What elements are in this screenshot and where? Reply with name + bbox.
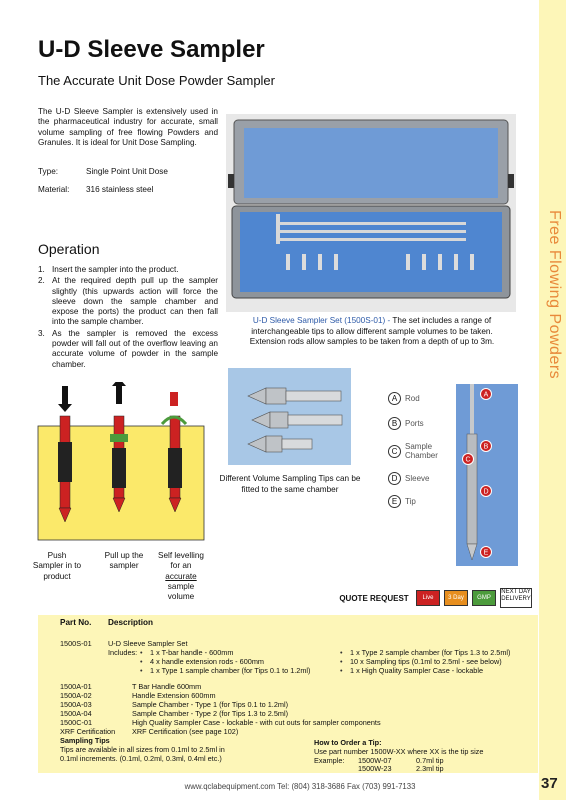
include-item: • 1 x T-bar handle - 600mm xyxy=(150,649,233,658)
col-header-part: Part No. xyxy=(60,618,92,627)
includes-label: Includes: xyxy=(108,648,138,657)
row-desc: High Quality Sampler Case - lockable - with cut outs for sampler components xyxy=(132,718,381,727)
legend-item: C Sample Chamber xyxy=(388,442,488,460)
tips-text: 0.1ml increments. (0.1ml, 0.2ml, 0.3ml, 0.4ml etc.) xyxy=(60,754,222,763)
operation-heading: Operation xyxy=(38,241,100,257)
include-item: • 10 x Sampling tips (0.1ml to 2.5ml - see below) xyxy=(350,658,502,667)
quote-request-button[interactable]: QUOTE REQUEST xyxy=(339,594,409,603)
row-part: 1500A-04 xyxy=(60,709,92,718)
product-table xyxy=(38,615,538,773)
three-day-badge: 3 Day xyxy=(444,590,468,606)
rod-marker: D xyxy=(483,488,489,496)
include-item: • 4 x handle extension rods - 600mm xyxy=(150,658,264,667)
pull-caption: Pull up the sampler xyxy=(104,551,144,571)
row-desc: T Bar Handle 600mm xyxy=(132,682,202,691)
page-title: U-D Sleeve Sampler xyxy=(38,36,265,63)
sampler-rod-image xyxy=(456,384,518,566)
live-chat-badge[interactable]: Live Chat xyxy=(416,590,440,606)
push-arrow-icon xyxy=(62,386,68,404)
operation-steps xyxy=(38,265,218,371)
push-caption: Push Sampler in to product xyxy=(32,551,82,581)
row-part: XRF Certification xyxy=(60,727,116,736)
set-desc: U-D Sleeve Sampler Set xyxy=(108,639,188,648)
operation-diagram xyxy=(30,382,210,548)
self-level-caption: Self levelling for an accurate sample volume xyxy=(158,551,204,602)
next-day-badge: NEXT DAY DELIVERY xyxy=(500,588,532,608)
spec-value: 316 stainless steel xyxy=(86,185,154,194)
spec-type xyxy=(38,167,168,176)
row-desc: Handle Extension 600mm xyxy=(132,691,216,700)
intro-paragraph: The U-D Sleeve Sampler is extensively used in the pharmaceutical industry for accurate, small volume sampling of free flowing Powders and Granules. It is ideal for Unit Dose Sampling. xyxy=(38,107,218,147)
example-code: 1500W-23 xyxy=(358,764,392,773)
spec-value: Single Point Unit Dose xyxy=(86,167,168,176)
spec-label: Type: xyxy=(38,167,59,176)
step-item: 1. Insert the sampler into the product. xyxy=(38,265,179,274)
tips-caption: Different Volume Sampling Tips can be fitted to the same chamber xyxy=(219,474,361,494)
legend-item: A Rod xyxy=(388,392,488,405)
rod-marker: B xyxy=(483,443,489,451)
example-label: Example: xyxy=(314,756,345,765)
row-desc: XRF Certification (see page 102) xyxy=(132,727,239,736)
include-item: • 1 x Type 2 sample chamber (for Tips 1.3 to 2.5ml) xyxy=(350,649,510,658)
page-number: 37 xyxy=(541,775,558,792)
tips-text: Tips are available in all sizes from 0.1ml to 2.5ml in xyxy=(60,745,225,754)
row-part: 1500A-02 xyxy=(60,691,92,700)
set-part: 1500S-01 xyxy=(60,639,92,648)
footer-contact: www.qclabequipment.com Tel: (804) 318-3686 Fax (703) 991-7133 xyxy=(184,782,416,791)
step-item: 3. As the sampler is removed the excess powder will fall out of the overflow leaving an accurate volume of powder in the sample chamber. xyxy=(38,328,218,369)
page-subtitle: The Accurate Unit Dose Powder Sampler xyxy=(38,73,275,88)
gmp-badge: GMP xyxy=(472,590,496,606)
spec-label: Material: xyxy=(38,185,70,194)
row-part: 1500A-03 xyxy=(60,700,92,709)
legend-item: B Ports xyxy=(388,417,488,430)
include-item: • 1 x Type 1 sample chamber (for Tips 0.1 to 1.2ml) xyxy=(150,667,310,676)
include-item: • 1 x High Quality Sampler Case - lockable xyxy=(350,667,483,676)
step-item: 2. At the required depth pull up the sampler slightly (this upwards action will force the sleeve down the sample chamber and expose the ports) the product can then fall into the sample chamber. xyxy=(38,276,218,327)
row-desc: Sample Chamber - Type 1 (for Tips 0.1 to 1.2ml) xyxy=(132,700,289,709)
sampler-case-image xyxy=(226,114,516,312)
case-caption: U-D Sleeve Sampler Set (1500S-01) - The set includes a range of interchangeable tips to allow different sample volumes to be taken. Extension rods allow samples to be taken from a depth of up to 3m. xyxy=(249,316,495,346)
tips-title: Sampling Tips xyxy=(60,736,110,745)
row-part: 1500C-01 xyxy=(60,718,93,727)
example-size: 0.7ml tip xyxy=(416,756,444,765)
example-size: 2.3ml tip xyxy=(416,764,444,773)
rod-marker: C xyxy=(465,456,471,464)
spec-material xyxy=(38,185,153,194)
pull-arrow-icon xyxy=(116,386,122,404)
row-part: 1500A-01 xyxy=(60,682,92,691)
row-desc: Sample Chamber - Type 2 (for Tips 1.3 to 2.5ml) xyxy=(132,709,289,718)
rod-marker: A xyxy=(483,391,489,399)
col-header-desc: Description xyxy=(108,618,154,627)
rod-marker: E xyxy=(483,549,489,557)
order-title: How to Order a Tip: xyxy=(314,738,382,747)
section-title: Free Flowing Powders xyxy=(546,210,563,380)
example-code: 1500W-07 xyxy=(358,756,392,765)
legend-item: D Sleeve xyxy=(388,472,488,485)
sampling-tips-image xyxy=(228,368,351,465)
order-text: Use part number 1500W-XX where XX is the tip size xyxy=(314,747,484,756)
legend-item: E Tip xyxy=(388,495,488,508)
